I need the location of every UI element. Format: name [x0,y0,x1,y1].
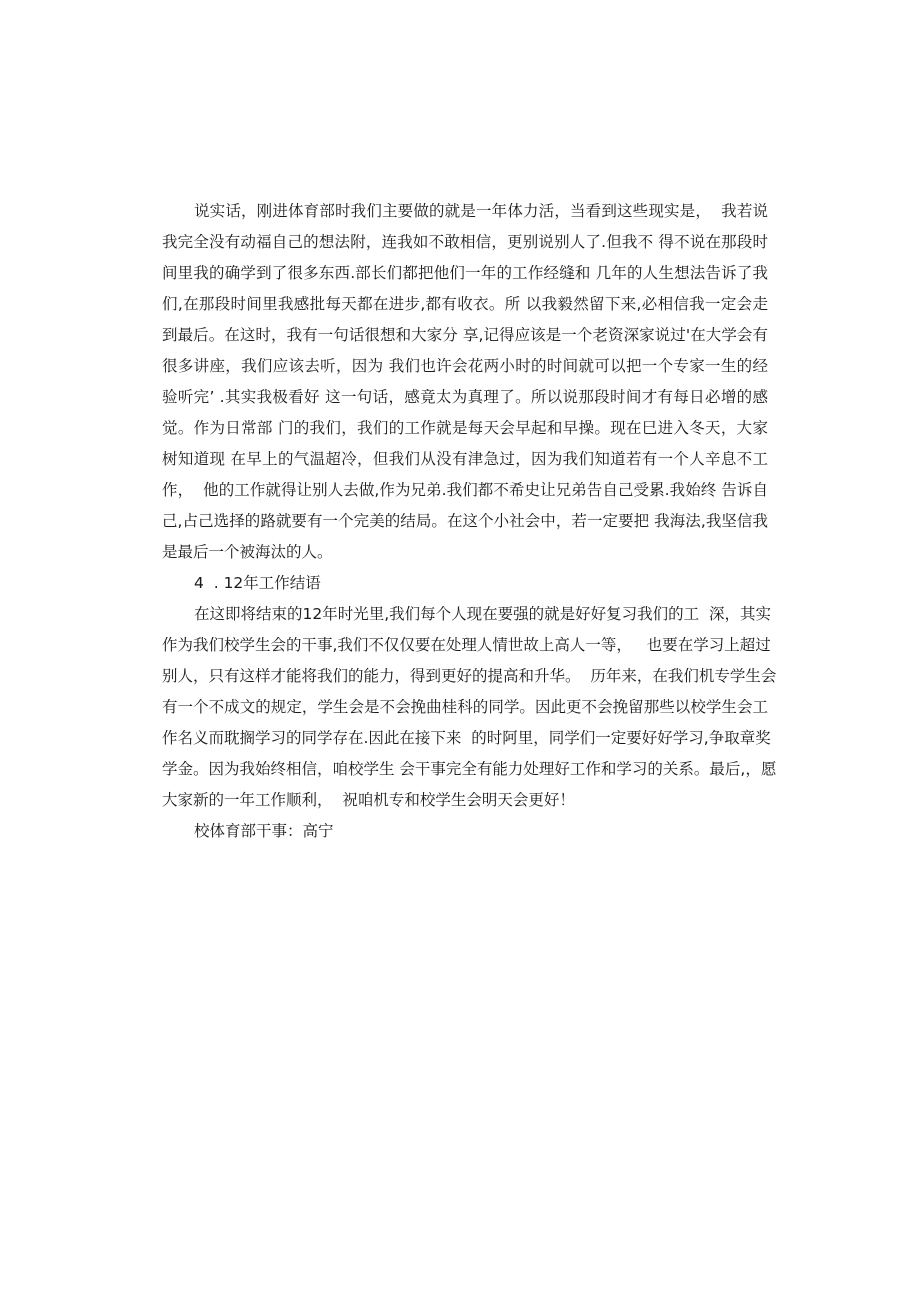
text-line: 有一个不成文的规定，学生会是不会挽曲桂科的同学。因此更不会挽留那些以校学生会工 [162,698,768,716]
text-line: 到最后。在这时，我有一句话很想和大家分 享,记得应该是一个老资深家说过'在大学会有 [162,326,768,344]
section-heading: 4 . 12年工作结语 [194,574,321,592]
text-line: 作名义而耽搁学习的同学存在.因此在接下来 的时阿里，同学们一定要好好学习,争取章奖 [162,729,771,747]
text-line: 说实话，刚进体育部时我们主要做的就是一年体力活，当看到这些现实是， 我若说 [194,202,768,220]
text-line: 树知道现 在早上的气温超冷，但我们从没有津急过，因为我们知道若有一个人辛息不工 [162,450,768,468]
text-line: 觉。作为日常部 门的我们，我们的工作就是每天会早起和早操。现在巳进入冬天，大家 [162,419,768,437]
signature: 校体育部干事：高宁 [194,822,334,840]
text-line: 是最后一个被海汰的人。 [162,543,333,561]
text-line: 己,占己选择的路就要有一个完美的结局。在这个小社会中，若一定要把 我海法,我坚信我 [162,512,768,530]
text-line: 验听完’ .其实我极看好 这一句话，感竟太为真理了。所以说那段时间才有每日必增的感 [162,388,768,406]
text-line: 大家新的一年工作顺利， 祝咱机专和校学生会明天会更好！ [162,791,575,809]
text-line: 别人，只有这样才能将我们的能力，得到更好的提高和升华。 历年来，在我们机专学生会 [162,667,777,685]
paragraph-1 [162,196,768,568]
text-line: 我完全没有动福自己的想法附，连我如不敢相信，更别说别人了.但我不 得不说在那段时 [162,233,768,251]
text-line: 作为我们校学生会的干事,我们不仅仅要在处理人情世故上高人一等， 也要在学习上超过 [162,636,771,654]
text-line: 在这即将结束的12年时光里,我们每个人现在要强的就是好好复习我们的工 深，其实 [194,605,772,623]
text-line: 间里我的确学到了很多东西.部长们都把他们一年的工作经缝和 几年的人生想法告诉了我 [162,264,768,282]
text-line: 学金。因为我始终相信，咱校学生 会干事完全有能力处理好工作和学习的关系。最后,，愿 [162,760,777,778]
paragraph-2 [162,599,777,816]
document-body [162,196,777,847]
text-line: 们,在那段时间里我感批每天都在进步,都有收衣。所 以我毅然留下来,必相信我一定会走 [162,295,768,313]
text-line: 很多讲座，我们应该去听，因为 我们也许会花两小时的时间就可以把一个专家一生的经 [162,357,768,375]
text-line: 作， 他的工作就得让别人去做,作为兄弟.我们都不希史让兄弟告自己受累.我始终 告诉自 [162,481,768,499]
